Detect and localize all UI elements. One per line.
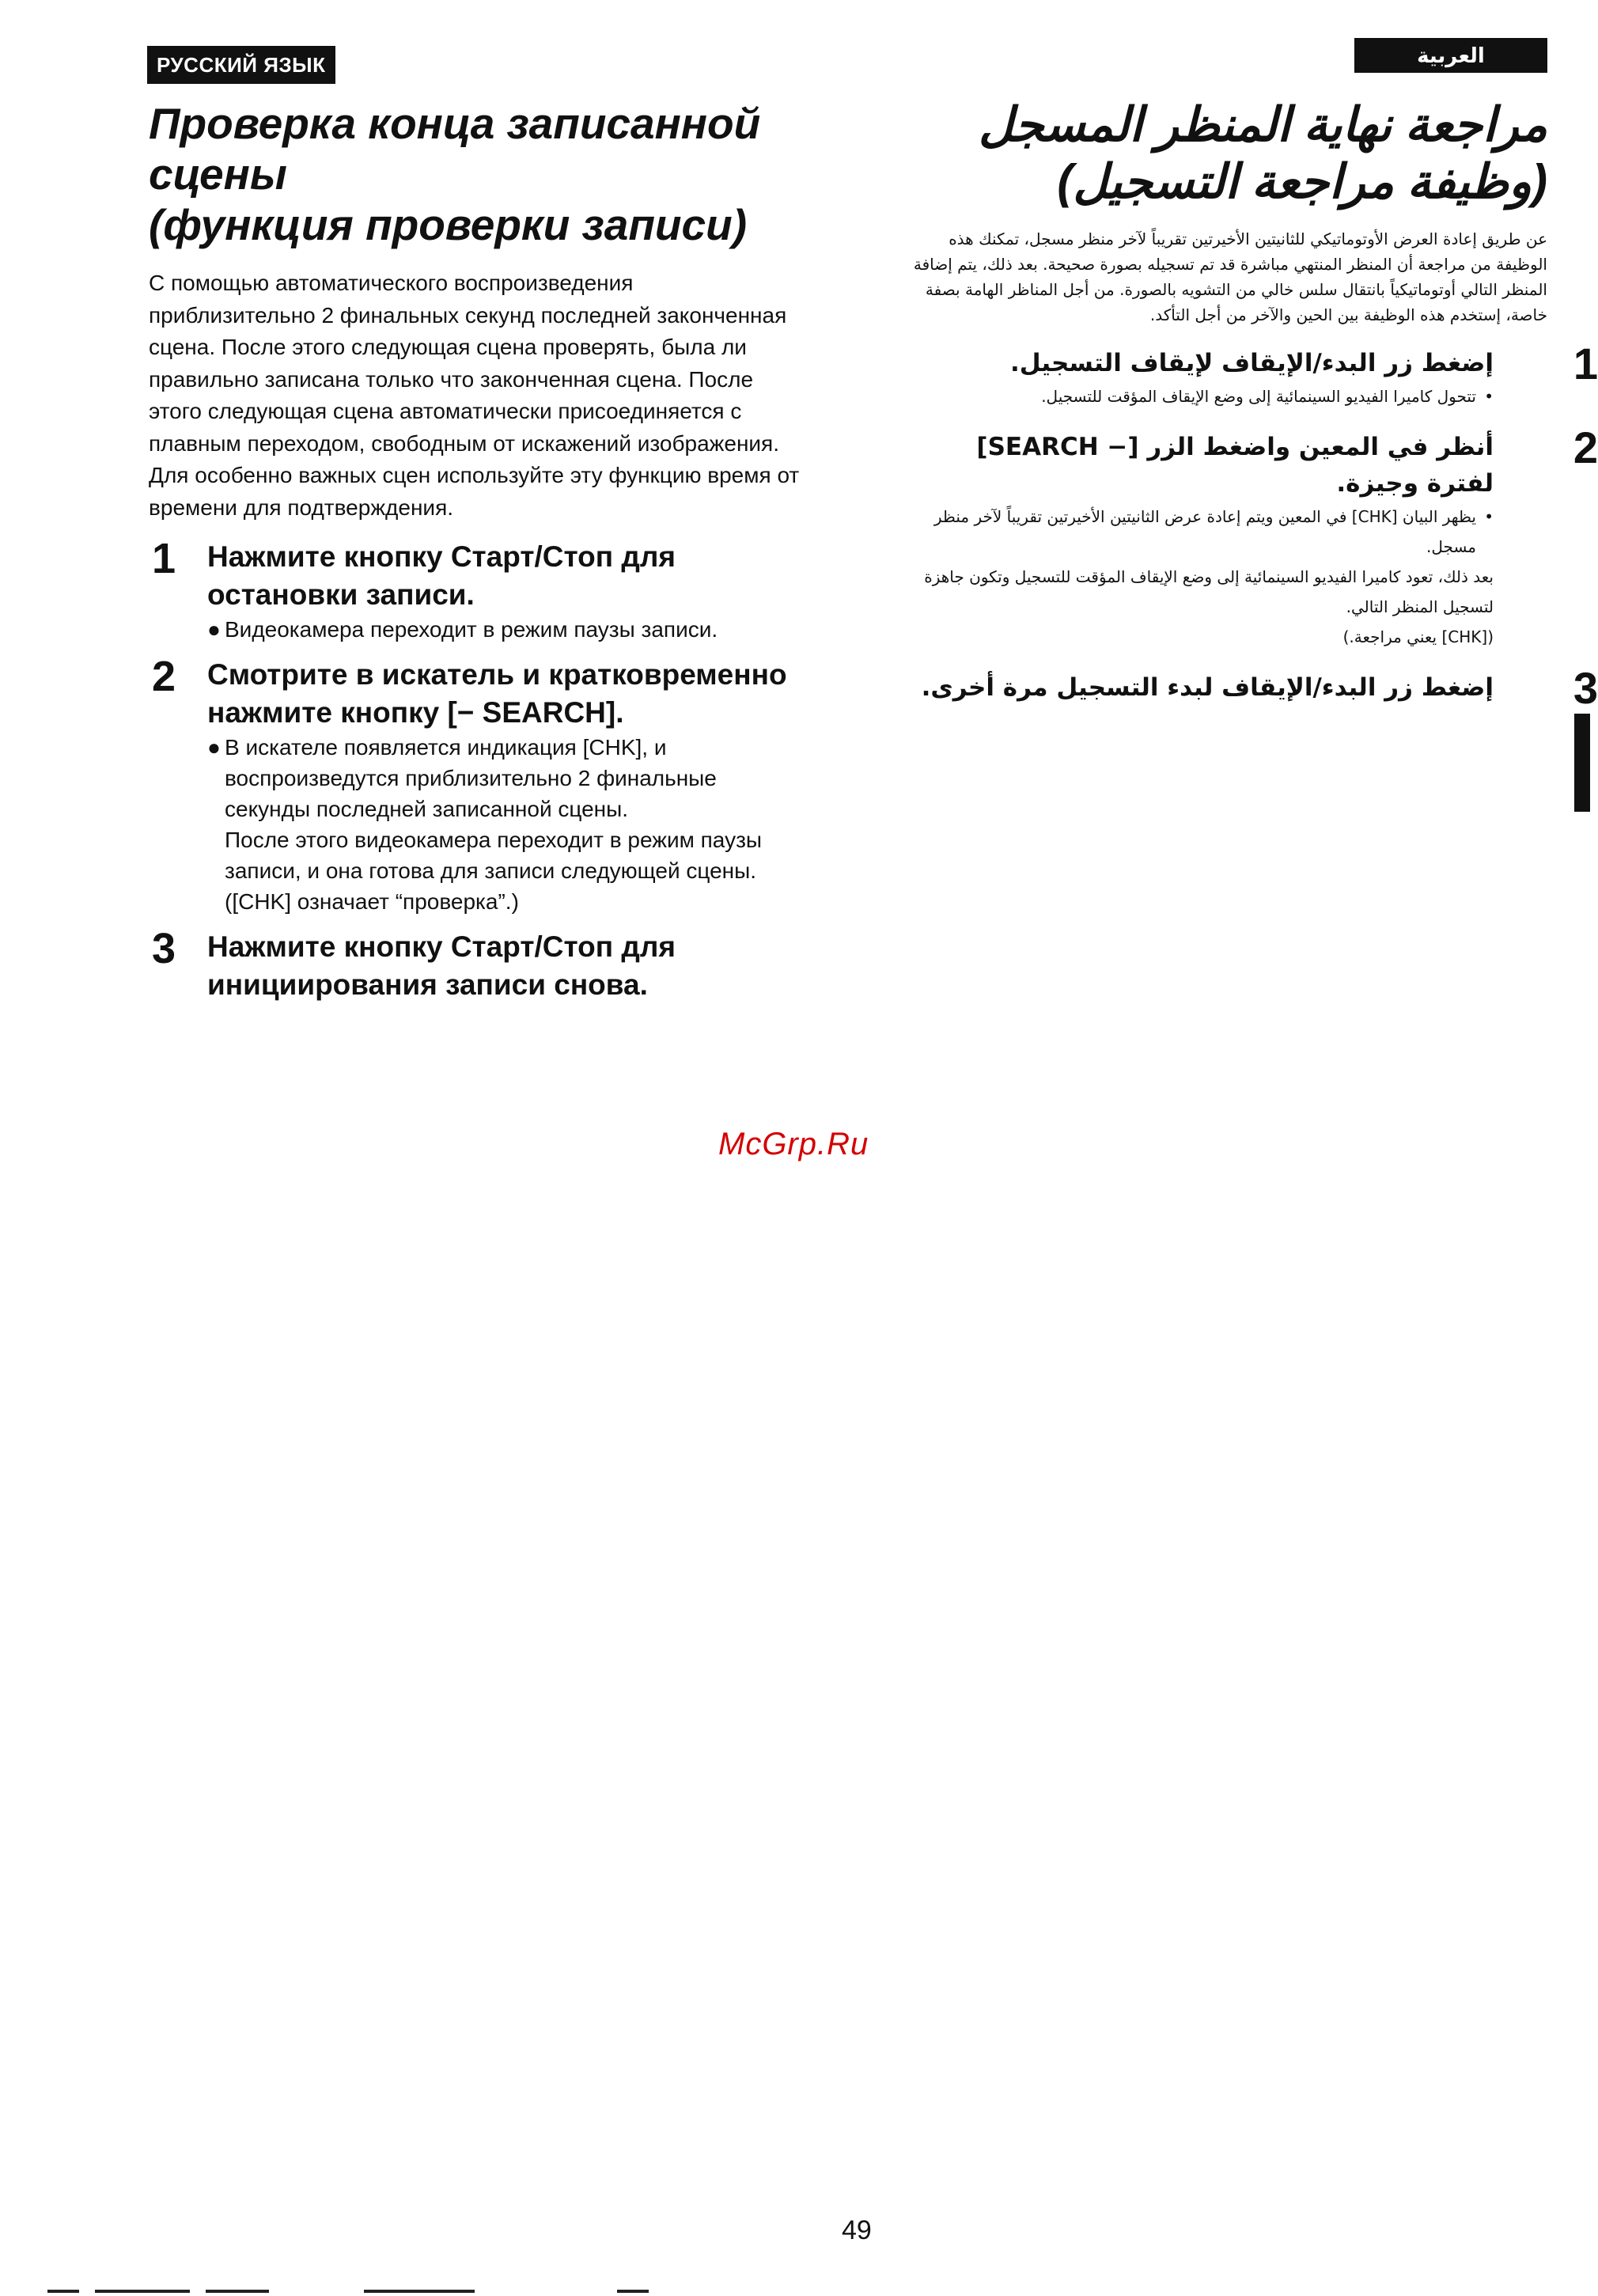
step-body (207, 732, 805, 917)
step-number: 2 (152, 653, 176, 700)
section-title-line-2: сцены (149, 150, 287, 199)
watermark: McGrp.Ru (718, 1127, 869, 1161)
step-body (910, 502, 1494, 652)
page-number: 49 (842, 2215, 872, 2245)
section-title-line-3: (функция проверки записи) (149, 200, 748, 249)
step-body (910, 381, 1494, 411)
step-title: Нажмите кнопку Старт/Стоп для инициирования записи снова. (207, 930, 676, 1001)
arabic-step-3 (910, 663, 1598, 713)
bullet-dot-icon: • (1484, 387, 1494, 406)
step-title: Нажмите кнопку Старт/Стоп для остановки записи. (207, 540, 676, 611)
step-title: Смотрите в искатель и кратковременно нажмите кнопку [− SEARCH]. (207, 658, 787, 729)
section-title-line-1: Проверка конца записанной (149, 99, 761, 148)
step-number: 2 (1573, 422, 1598, 472)
arabic-step-2 (910, 422, 1598, 652)
language-label-arabic: العربية (1354, 38, 1547, 73)
step-bullet: ● В искателе появляется индикация [CHK], и воспроизведутся приблизительно 2 финальные секунды последней записанной сцены. (207, 732, 805, 824)
intro-paragraph: С помощью автоматического воспроизведения приблизительно 2 финальных секунд последней законченная сцена. После этого следующая сцена проверять, была ли правильно записана только что законченная сцена. После этого следующая сцена автоматически присоединяется с плавным переходом, свободным от искажений изображения. Для особенно важных сцен используйте эту функцию время от времени для подтверждения. (149, 271, 800, 520)
arabic-column (910, 97, 1598, 713)
step-note: ([CHK] يعني مراجعة.) (1342, 627, 1494, 646)
step-bullet: • يظهر البيان [CHK] في المعين ويتم إعادة عرض الثانيتين الأخيرتين تقريباً لآخر منظر مسجل. (910, 502, 1494, 562)
bullet-dot-icon: ● (207, 735, 221, 760)
arabic-title-line-1: مراجعة نهاية المنظر المسجل (978, 98, 1547, 151)
step-number: 3 (152, 925, 176, 972)
step-bullet: ● Видеокамера переходит в режим паузы записи. (207, 614, 805, 645)
step-title: إضغط زر البدء/الإيقاف لبدء التسجيل مرة أخرى. (921, 673, 1494, 702)
step-number: 3 (1573, 663, 1598, 713)
step-title: أنظر في المعين واضغط الزر [− SEARCH] لفترة وجيزة. (976, 433, 1494, 498)
step-1 (149, 535, 805, 645)
step-number: 1 (152, 535, 176, 582)
step-note: ([CHK] означает “проверка”.) (225, 889, 519, 914)
arabic-title-line-2: (وظيفة مراجعة التسجيل) (1057, 155, 1547, 208)
step-number: 1 (1573, 339, 1598, 388)
arabic-step-1 (910, 339, 1598, 411)
russian-column (149, 98, 805, 1004)
step-paragraph: После этого видеокамера переходит в режим паузы записи, и она готова для записи следующей сцены. (225, 828, 763, 883)
side-thumb-tab (1574, 714, 1590, 812)
step-paragraph: بعد ذلك، تعود كاميرا الفيديو السينمائية إلى وضع الإيقاف المؤقت للتسجيل وتكون جاهزة لتسجيل المنظر التالي. (924, 567, 1494, 616)
arabic-intro-paragraph: عن طريق إعادة العرض الأوتوماتيكي للثانيتين الأخيرتين تقريباً لآخر منظر مسجل، تمكنك هذه الوظيفة من مراجعة أن المنظر المنتهي مباشرة قد تم تسجيله بصورة صحيحة. بعد ذلك، يتم إضافة المنظر التالي أوتوماتيكياً بانتقال سلس خالي من التشويه بالصورة. من أجل المناظر الهامة بصفة خاصة، إستخدم هذه الوظيفة بين الحين والآخر من أجل التأكد. (913, 229, 1547, 324)
step-title: إضغط زر البدء/الإيقاف لإيقاف التسجيل. (1009, 349, 1494, 377)
step-2 (149, 653, 805, 917)
bullet-dot-icon: • (1484, 507, 1494, 526)
step-body (207, 614, 805, 645)
bottom-crop-marks (47, 2290, 997, 2293)
bullet-dot-icon: ● (207, 617, 221, 642)
language-label-russian: РУССКИЙ ЯЗЫК (147, 46, 335, 84)
step-bullet: • تتحول كاميرا الفيديو السينمائية إلى وضع الإيقاف المؤقت للتسجيل. (910, 381, 1494, 411)
step-3 (149, 925, 805, 1004)
